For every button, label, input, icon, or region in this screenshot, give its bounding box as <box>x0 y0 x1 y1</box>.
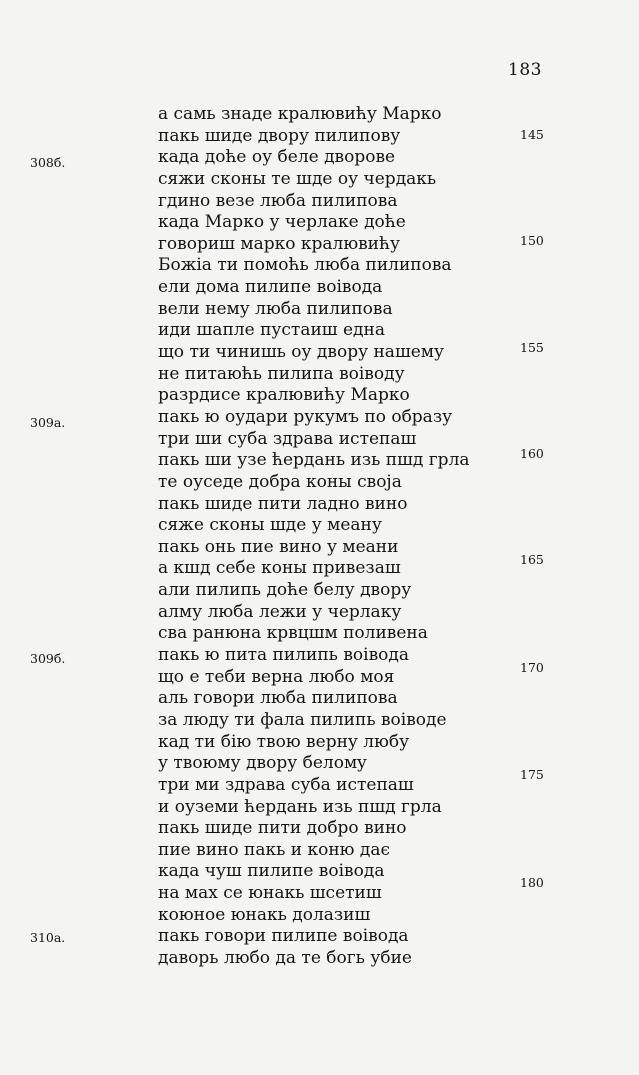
verse-line: када доће оу беле дворове <box>158 147 396 168</box>
verse-line: разрдисе кралювићу Марко <box>158 385 410 406</box>
verse-line: и оуземи ћердань изь пшд грла <box>158 796 442 817</box>
line-number: 165 <box>520 552 544 567</box>
verse-line: сяже сконы шде у меану <box>158 515 382 536</box>
verse-line: аль говори люба пилипова <box>158 688 398 709</box>
verse-line: пакь ю оудари рукумъ по образу <box>158 406 453 427</box>
page-number: 183 <box>508 60 542 80</box>
verse-line: али пилипь доће белу двору <box>158 580 412 601</box>
line-number: 175 <box>520 767 544 782</box>
verse-line: пакь онь пие вино у меани <box>158 536 399 557</box>
verse-line: а самь знаде кралювићу Марко <box>158 104 442 124</box>
verse-line: кад ти бію твою верну любу <box>158 731 410 752</box>
verse-line: за люду ти фала пилипь воіводе <box>158 709 447 730</box>
verse-line: вели нему люба пилипова <box>158 298 393 319</box>
verse-line: сва ранюна крвцшм поливена <box>158 623 428 644</box>
line-number: 180 <box>520 875 544 890</box>
verse-line: пакь шиде двору пилипову <box>158 125 401 146</box>
verse-line: що ти чинишь оу двору нашему <box>158 342 445 363</box>
verse-line: пакь ши узе ћердань изь пшд грла <box>158 450 470 471</box>
line-number: 145 <box>520 127 544 142</box>
verse-line: що е теби верна любо моя <box>158 666 395 687</box>
verse-line: даворь любо да те богь убие <box>158 947 412 968</box>
verse-line: три ши суба здрава истепаш <box>158 428 417 449</box>
verse-line: Божіа ти помоћь люба пилипова <box>158 255 452 276</box>
verse-line: пакь шиде пити добро вино <box>158 818 407 839</box>
verse-line: иди шапле пустаиш една <box>158 320 385 341</box>
verse-line: у твоюму двору беломy <box>158 753 367 774</box>
verse-line: када чуш пилипе воівода <box>158 861 385 882</box>
verse-line: сяжи сконы те шде оу чердакь <box>158 168 437 189</box>
line-number: 150 <box>520 233 544 248</box>
verse-line: када Марко у черлаке доће <box>158 212 406 233</box>
verse-line: пакь говори пилипе воівода <box>158 926 409 947</box>
verse-line: на мах се юнакь шсетиш <box>158 883 382 904</box>
folio-mark: 309а. <box>30 415 66 430</box>
folio-mark: 308б. <box>30 155 66 170</box>
line-number: 155 <box>520 340 544 355</box>
folio-mark: 310а. <box>30 930 66 945</box>
verse-line: гдино везе люба пилипова <box>158 190 398 211</box>
verse-line: говориш марко кралювићу <box>158 233 400 254</box>
verse-line: пакь шиде пити ладно вино <box>158 493 408 514</box>
folio-mark: 309б. <box>30 651 66 666</box>
line-number: 170 <box>520 660 544 675</box>
verse-line: три ми здрава суба истепаш <box>158 774 414 795</box>
verse-line: пакь ю пита пилипь воівода <box>158 645 409 666</box>
verse-line: а кшд себе коны привезаш <box>158 558 401 579</box>
verse-line: пие вино пакь и коню дає <box>158 839 390 860</box>
verse-text <box>158 104 470 970</box>
verse-line: не питаюћь пилипа воіводу <box>158 363 405 384</box>
line-number: 160 <box>520 446 544 461</box>
verse-line: коюное юнакь долазиш <box>158 904 371 925</box>
verse-line: те оуседе добра коны своја <box>158 471 402 492</box>
verse-line: ели дома пилипе воівода <box>158 277 383 298</box>
verse-line: алму люба лежи у черлаку <box>158 601 402 622</box>
